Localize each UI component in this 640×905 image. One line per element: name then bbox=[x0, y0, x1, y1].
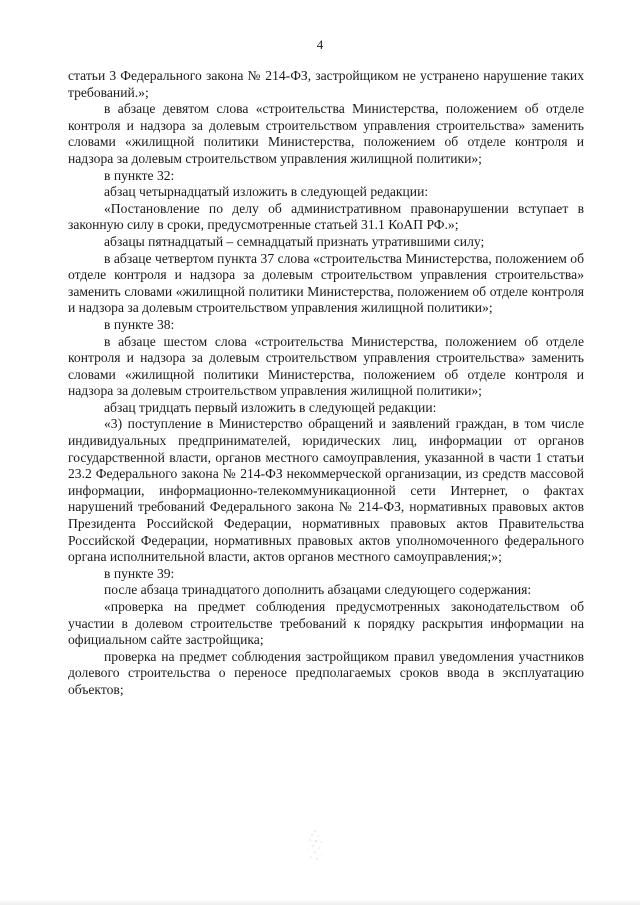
paragraph: в пункте 39: bbox=[104, 565, 175, 581]
paragraph: абзац четырнадцатый изложить в следующей редакции: bbox=[104, 184, 429, 200]
paragraph: в абзаце четвертом пункта 37 слова «строительства Министерства, положением об отделе контроля и надзора за долевым строительством управления строительства» заменить словами «жилищной политики Министерства, положением об отделе контроля и надзора за долевым строительством управления жилищной политики»; bbox=[68, 250, 584, 316]
document-body bbox=[68, 68, 584, 699]
paragraph: абзацы пятнадцатый – семнадцатый признать утратившими силу; bbox=[104, 233, 485, 249]
paragraph: абзац тридцать первый изложить в следующей редакции: bbox=[104, 399, 437, 415]
paragraph: «3) поступление в Министерство обращений и заявлений граждан, в том числе индивидуальных предпринимателей, юридических лиц, информации от органов государственной власти, органов местного самоуправления, указанной в части 1 статьи 23.2 Федерального закона № 214-ФЗ некоммерческой организации, из средств массовой информации, информационно-телекоммуникационной сети Интернет, о фактах нарушений требований Федерального закона № 214-ФЗ, нормативных правовых актов Президента Российской Федерации, нормативных правовых актов Правительства Российской Федерации, нормативных правовых актов уполномоченного федерального органа исполнительной власти, актов органов местного самоуправления;»; bbox=[68, 416, 584, 565]
paragraph: в пункте 38: bbox=[104, 316, 175, 332]
paragraph: статьи 3 Федерального закона № 214-ФЗ, застройщиком не устранено нарушение таких требований.»; bbox=[68, 68, 584, 100]
paragraph: «проверка на предмет соблюдения предусмотренных законодательством об участии в долевом строительстве требований к порядку раскрытия информации на официальном сайте застройщика; bbox=[68, 599, 584, 648]
paragraph: проверка на предмет соблюдения застройщиком правил уведомления участников долевого строительства о переносе предполагаемых сроков ввода в эксплуатацию объектов; bbox=[68, 648, 584, 697]
paragraph: в абзаце девятом слова «строительства Министерства, положением об отделе контроля и надзора за долевым строительством управления строительства» заменить словами «жилищной политики Министерства, положением об отделе контроля и надзора за долевым строительством управления жилищной политики»; bbox=[68, 101, 584, 166]
page-bottom-edge bbox=[0, 899, 640, 905]
paragraph: после абзаца тринадцатого дополнить абзацами следующего содержания: bbox=[104, 582, 532, 598]
paragraph: «Постановление по делу об административном правонарушении вступает в законную силу в сроки, предусмотренные статьей 31.1 КоАП РФ.»; bbox=[68, 200, 584, 233]
paragraph: в абзаце шестом слова «строительства Министерства, положением об отделе контроля и надзора за долевым строительством управления строительства» заменить словами «жилищной политики Министерства, положением об отделе контроля и надзора за долевым строительством управления жилищной политики»; bbox=[68, 333, 584, 399]
paragraph: в пункте 32: bbox=[104, 167, 175, 183]
scan-artifact-mark bbox=[303, 828, 329, 868]
page-number: 4 bbox=[316, 37, 324, 52]
